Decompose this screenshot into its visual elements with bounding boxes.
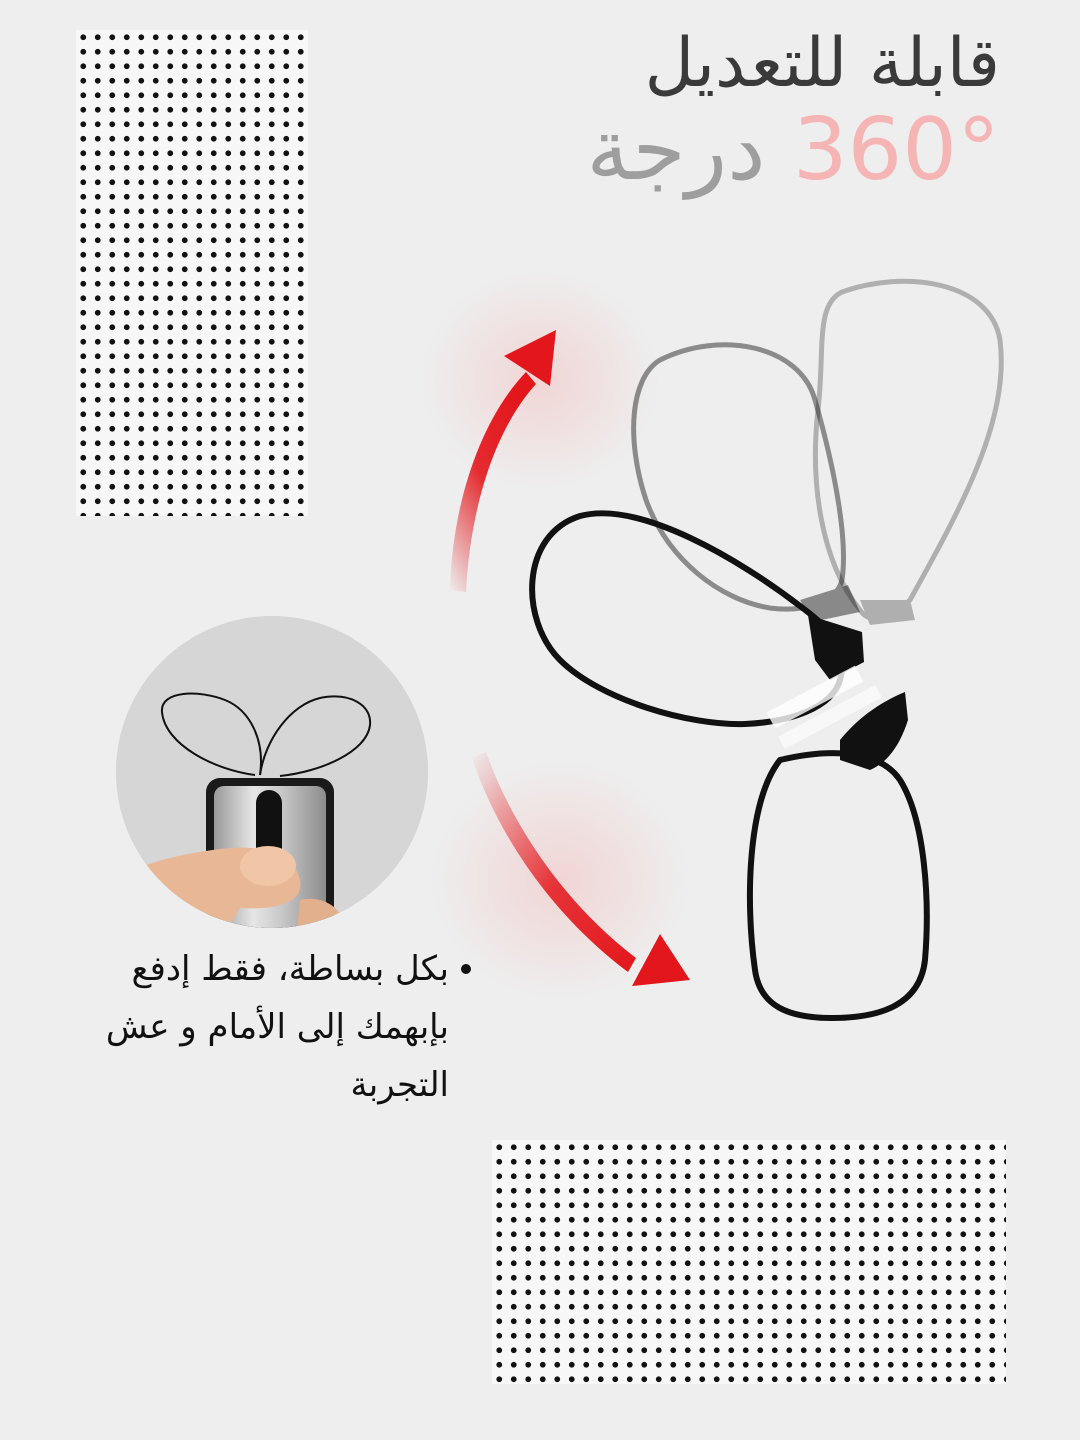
glasses-frame-faded-mid <box>634 345 860 622</box>
dot-bullet-icon <box>461 964 471 974</box>
headline-degree-word: درجة <box>586 100 766 200</box>
description-text: بكل بساطة، فقط إدفع بإبهمك إلى الأمام و عش التجربة <box>105 949 449 1105</box>
glasses-frame-vertical <box>750 692 927 1018</box>
headline-title: قابلة للتعديل <box>644 24 1000 103</box>
description-block <box>70 940 475 1114</box>
product-inset-circle <box>110 610 440 940</box>
headline-degree-value: 360° <box>792 100 1000 200</box>
arrow-glow-top <box>420 270 660 490</box>
